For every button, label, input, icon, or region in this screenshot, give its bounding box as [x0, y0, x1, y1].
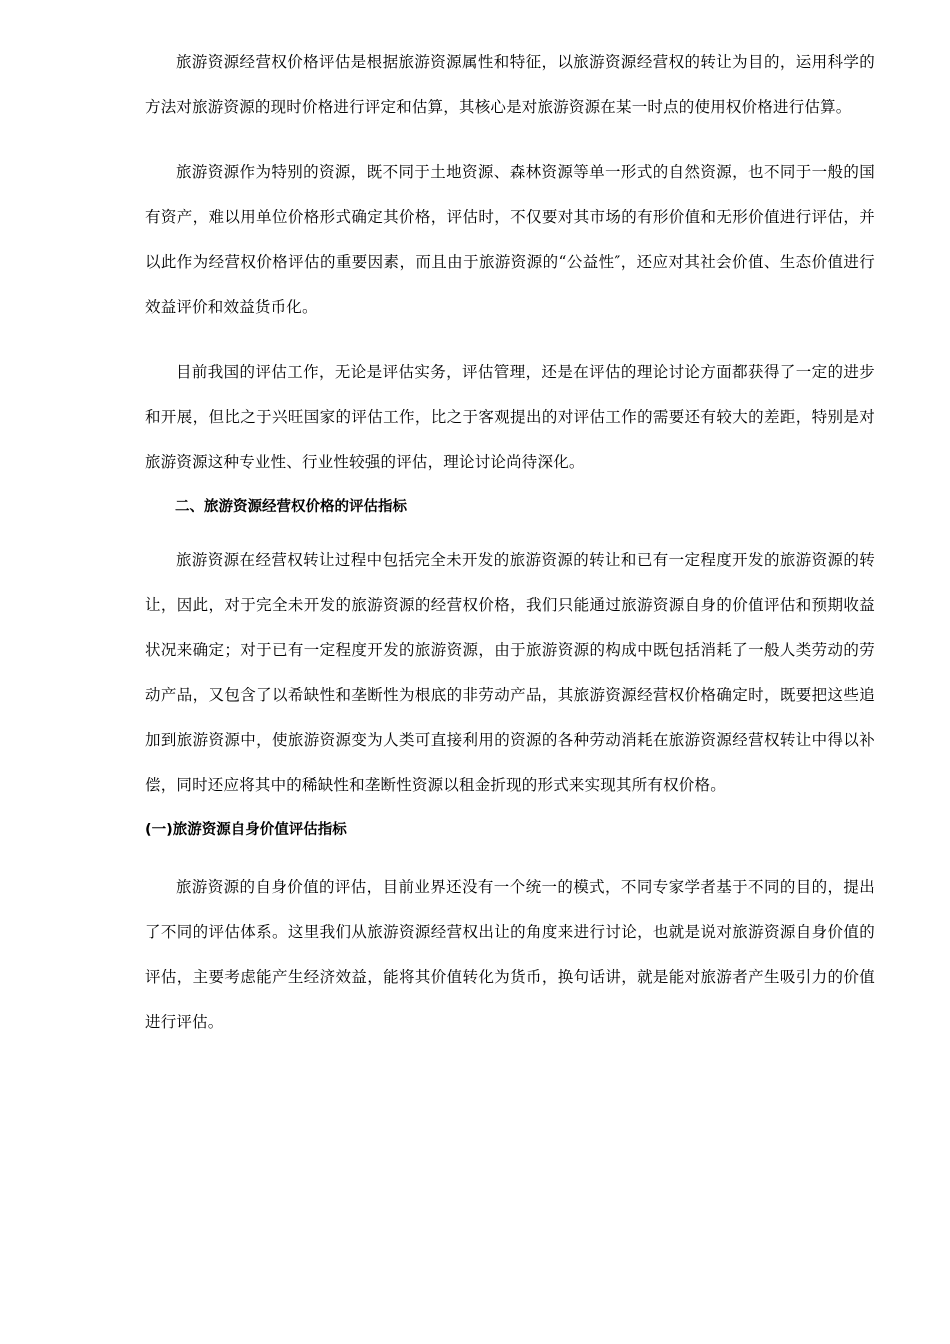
document-body	[145, 40, 875, 1045]
intro-paragraph-1: 旅游资源经营权价格评估是根据旅游资源属性和特征，以旅游资源经营权的转让为目的，运用科学的方法对旅游资源的现时价格进行评定和估算，其核心是对旅游资源在某一时点的使用权价格进行估算。	[145, 53, 875, 116]
section-heading: 二、旅游资源经营权价格的评估指标	[175, 499, 407, 515]
subsection-heading: (一)旅游资源自身价值评估指标	[145, 822, 347, 838]
intro-paragraph-2: 旅游资源作为特别的资源，既不同于土地资源、森林资源等单一形式的自然资源，也不同于一般的国有资产，难以用单位价格形式确定其价格，评估时，不仅要对其市场的有形价值和无形价值进行评估，并以此作为经营权价格评估的重要因素，而且由于旅游资源的“公益性″，还应对其社会价值、生态价值进行效益评价和效益货币化。	[145, 163, 875, 316]
subsection-paragraph: 旅游资源的自身价值的评估，目前业界还没有一个统一的模式，不同专家学者基于不同的目的，提出了不同的评估体系。这里我们从旅游资源经营权出让的角度来进行讨论，也就是说对旅游资源自身价值的评估，主要考虑能产生经济效益，能将其价值转化为货币，换句话讲，就是能对旅游者产生吸引力的价值进行评估。	[145, 878, 875, 1031]
intro-paragraph-3: 目前我国的评估工作，无论是评估实务，评估管理，还是在评估的理论讨论方面都获得了一定的进步和开展，但比之于兴旺国家的评估工作，比之于客观提出的对评估工作的需要还有较大的差距，特别是对旅游资源这种专业性、行业性较强的评估，理论讨论尚待深化。	[145, 363, 875, 471]
section-paragraph: 旅游资源在经营权转让过程中包括完全未开发的旅游资源的转让和已有一定程度开发的旅游资源的转让，因此，对于完全未开发的旅游资源的经营权价格，我们只能通过旅游资源自身的价值评估和预期收益状况来确定；对于已有一定程度开发的旅游资源，由于旅游资源的构成中既包括消耗了一般人类劳动的劳动产品，又包含了以希缺性和垄断性为根底的非劳动产品，其旅游资源经营权价格确定时，既要把这些追加到旅游资源中，使旅游资源变为人类可直接利用的资源的各种劳动消耗在旅游资源经营权转让中得以补偿，同时还应将其中的稀缺性和垄断性资源以租金折现的形式来实现其所有权价格。	[145, 551, 875, 794]
